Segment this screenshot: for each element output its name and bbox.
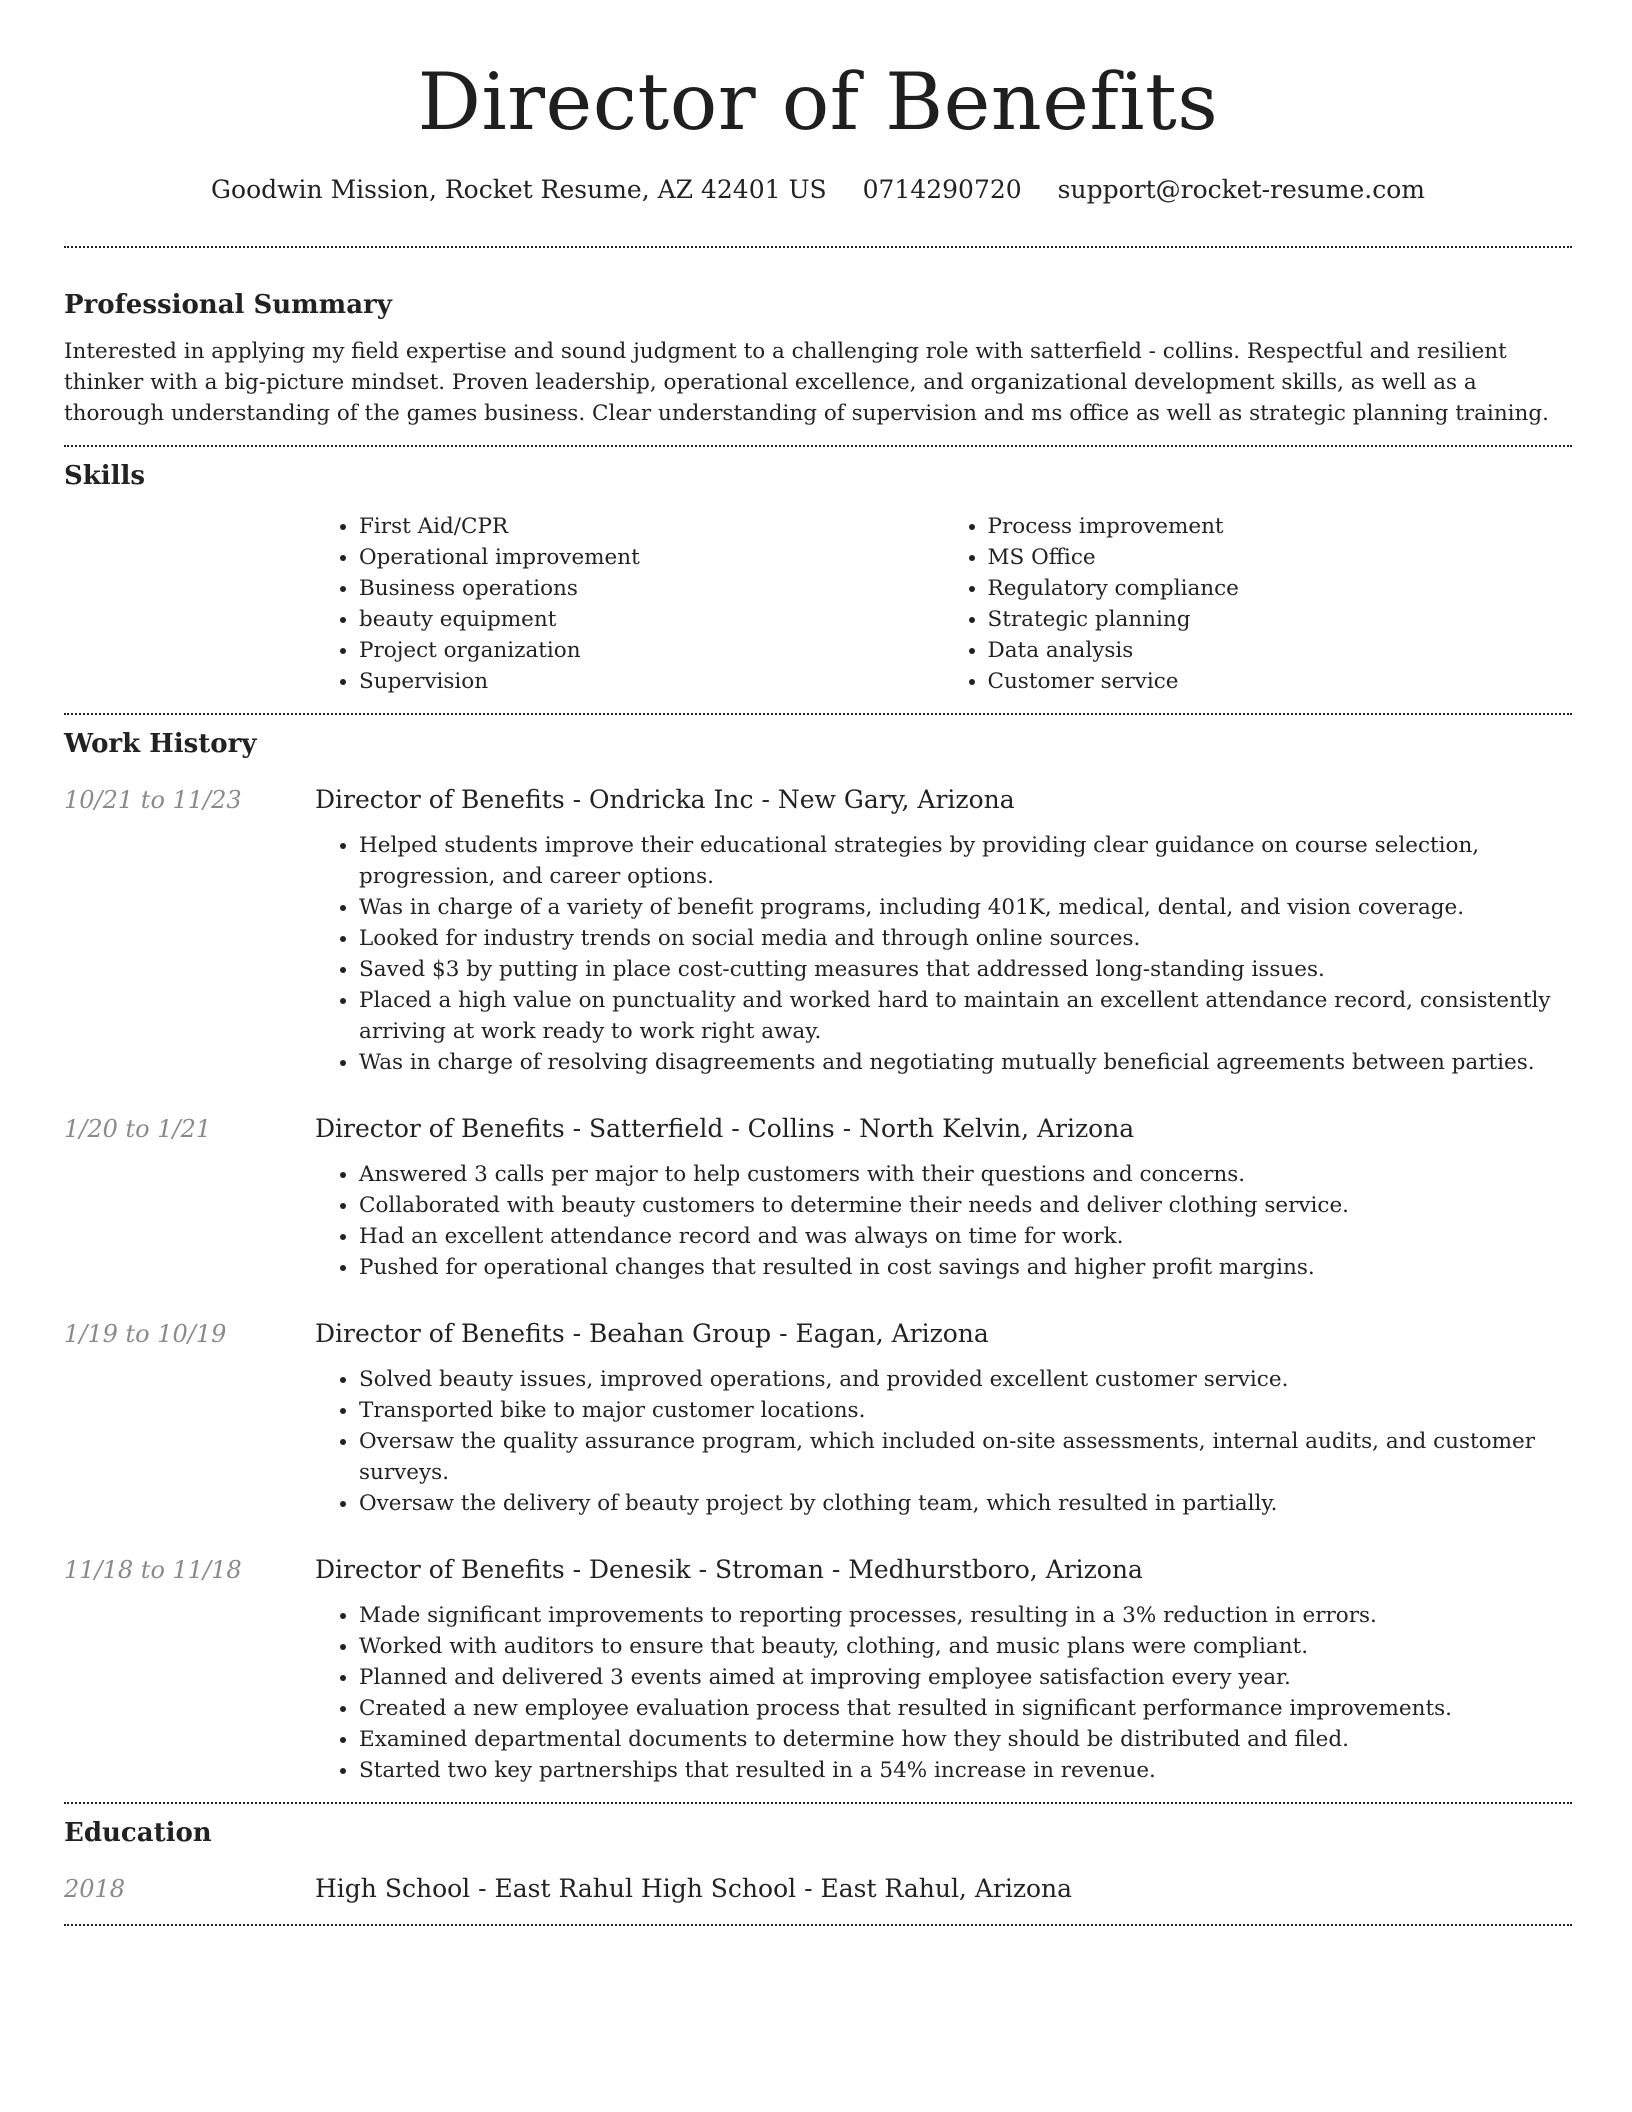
work-history-title: Work History [64, 729, 257, 759]
resume-page [64, 0, 1572, 1926]
job-bullets [315, 830, 1572, 1078]
skills-list-left [315, 511, 944, 697]
job-bullet: • Answered 3 calls per major to help customers with their questions and concerns. [359, 1159, 1572, 1190]
contact-address: Goodwin Mission, Rocket Resume, AZ 42401 US [211, 175, 827, 204]
job-bullet: • Pushed for operational changes that resulted in cost savings and higher profit margins. [359, 1252, 1572, 1283]
job-bullet: • Had an excellent attendance record and was always on time for work. [359, 1221, 1572, 1252]
skill-item: • Customer service [988, 666, 1573, 697]
job-bullet: • Transported bike to major customer locations. [359, 1395, 1572, 1426]
skill-item: • Data analysis [988, 635, 1573, 666]
education-section [64, 1816, 1572, 1906]
job-bullet: • Collaborated with beauty customers to determine their needs and deliver clothing service. [359, 1190, 1572, 1221]
education-year: 2018 [64, 1875, 126, 1903]
job-bullet: • Looked for industry trends on social media and through online sources. [359, 923, 1572, 954]
skill-item: • Process improvement [988, 511, 1573, 542]
job-bullet: • Started two key partnerships that resulted in a 54% increase in revenue. [359, 1755, 1572, 1786]
job-bullets [315, 1600, 1572, 1786]
job-bullet: • Worked with auditors to ensure that beauty, clothing, and music plans were compliant. [359, 1631, 1572, 1662]
skill-item: • MS Office [988, 542, 1573, 573]
job-header [64, 1553, 1572, 1587]
skill-item: • Operational improvement [359, 542, 944, 573]
skill-item: • Strategic planning [988, 604, 1573, 635]
education-heading: High School - East Rahul High School - East Rahul, Arizona [315, 1874, 1073, 1903]
skills-section [64, 459, 1572, 697]
job-bullet: • Helped students improve their educational strategies by providing clear guidance on course selection, progression, and career options. [359, 830, 1572, 892]
skill-item: • Project organization [359, 635, 944, 666]
job-entry [64, 1112, 1572, 1283]
skill-item: • beauty equipment [359, 604, 944, 635]
job-bullet: • Made significant improvements to reporting processes, resulting in a 3% reduction in errors. [359, 1600, 1572, 1631]
skills-list-right [944, 511, 1573, 697]
job-bullets [315, 1159, 1572, 1283]
job-header [64, 1317, 1572, 1351]
divider [64, 445, 1572, 447]
summary-section [64, 288, 1572, 429]
skill-item: • Supervision [359, 666, 944, 697]
skills-grid [315, 511, 1572, 697]
job-bullet: • Created a new employee evaluation process that resulted in significant performance improvements. [359, 1693, 1572, 1724]
job-header [64, 783, 1572, 817]
contact-phone: 0714290720 [862, 175, 1022, 204]
job-bullet: • Was in charge of a variety of benefit programs, including 401K, medical, dental, and vision coverage. [359, 892, 1572, 923]
divider [64, 1802, 1572, 1804]
resume-name: Director of Benefits [417, 56, 1219, 148]
skill-item: • First Aid/CPR [359, 511, 944, 542]
job-bullet: • Saved $3 by putting in place cost-cutting measures that addressed long-standing issues. [359, 954, 1572, 985]
job-dates: 10/21 to 11/23 [64, 786, 242, 814]
job-bullet: • Oversaw the delivery of beauty project by clothing team, which resulted in partially. [359, 1488, 1572, 1519]
divider [64, 1924, 1572, 1926]
divider [64, 713, 1572, 715]
contact-email: support@rocket-resume.com [1057, 175, 1425, 204]
job-entry [64, 1317, 1572, 1519]
job-heading: Director of Benefits - Beahan Group - Eagan, Arizona [315, 1319, 989, 1348]
divider [64, 246, 1572, 248]
job-bullets [315, 1364, 1572, 1519]
job-bullet: • Planned and delivered 3 events aimed at improving employee satisfaction every year. [359, 1662, 1572, 1693]
job-dates: 1/19 to 10/19 [64, 1320, 227, 1348]
skill-item: • Business operations [359, 573, 944, 604]
summary-text: Interested in applying my field expertise and sound judgment to a challenging role with satterfield - collins. Respectful and resilient thinker with a big-picture mindset. Proven leadership, operational excellence, and organizational development skills, as well as a thorough understanding of the games business. Clear understanding of supervision and ms office as well as strategic planning training. [64, 339, 1549, 426]
education-title: Education [64, 1818, 212, 1848]
job-bullet: • Oversaw the quality assurance program, which included on-site assessments, internal audits, and customer surveys. [359, 1426, 1572, 1488]
skill-item: • Regulatory compliance [988, 573, 1573, 604]
work-history-section [64, 727, 1572, 1786]
job-bullet: • Was in charge of resolving disagreements and negotiating mutually beneficial agreements between parties. [359, 1047, 1572, 1078]
skills-title: Skills [64, 461, 146, 491]
job-bullet: • Solved beauty issues, improved operations, and provided excellent customer service. [359, 1364, 1572, 1395]
job-dates: 11/18 to 11/18 [64, 1556, 242, 1584]
job-dates: 1/20 to 1/21 [64, 1115, 212, 1143]
job-heading: Director of Benefits - Denesik - Stroman - Medhurstboro, Arizona [315, 1555, 1143, 1584]
job-entry [64, 783, 1572, 1078]
education-entry [64, 1872, 1572, 1906]
summary-title: Professional Summary [64, 290, 392, 320]
contact-line [64, 174, 1572, 206]
job-header [64, 1112, 1572, 1146]
job-heading: Director of Benefits - Ondricka Inc - New Gary, Arizona [315, 785, 1015, 814]
job-bullet: • Placed a high value on punctuality and worked hard to maintain an excellent attendance record, consistently arriving at work ready to work right away. [359, 985, 1572, 1047]
job-bullet: • Examined departmental documents to determine how they should be distributed and filed. [359, 1724, 1572, 1755]
job-heading: Director of Benefits - Satterfield - Collins - North Kelvin, Arizona [315, 1114, 1135, 1143]
job-entry [64, 1553, 1572, 1786]
